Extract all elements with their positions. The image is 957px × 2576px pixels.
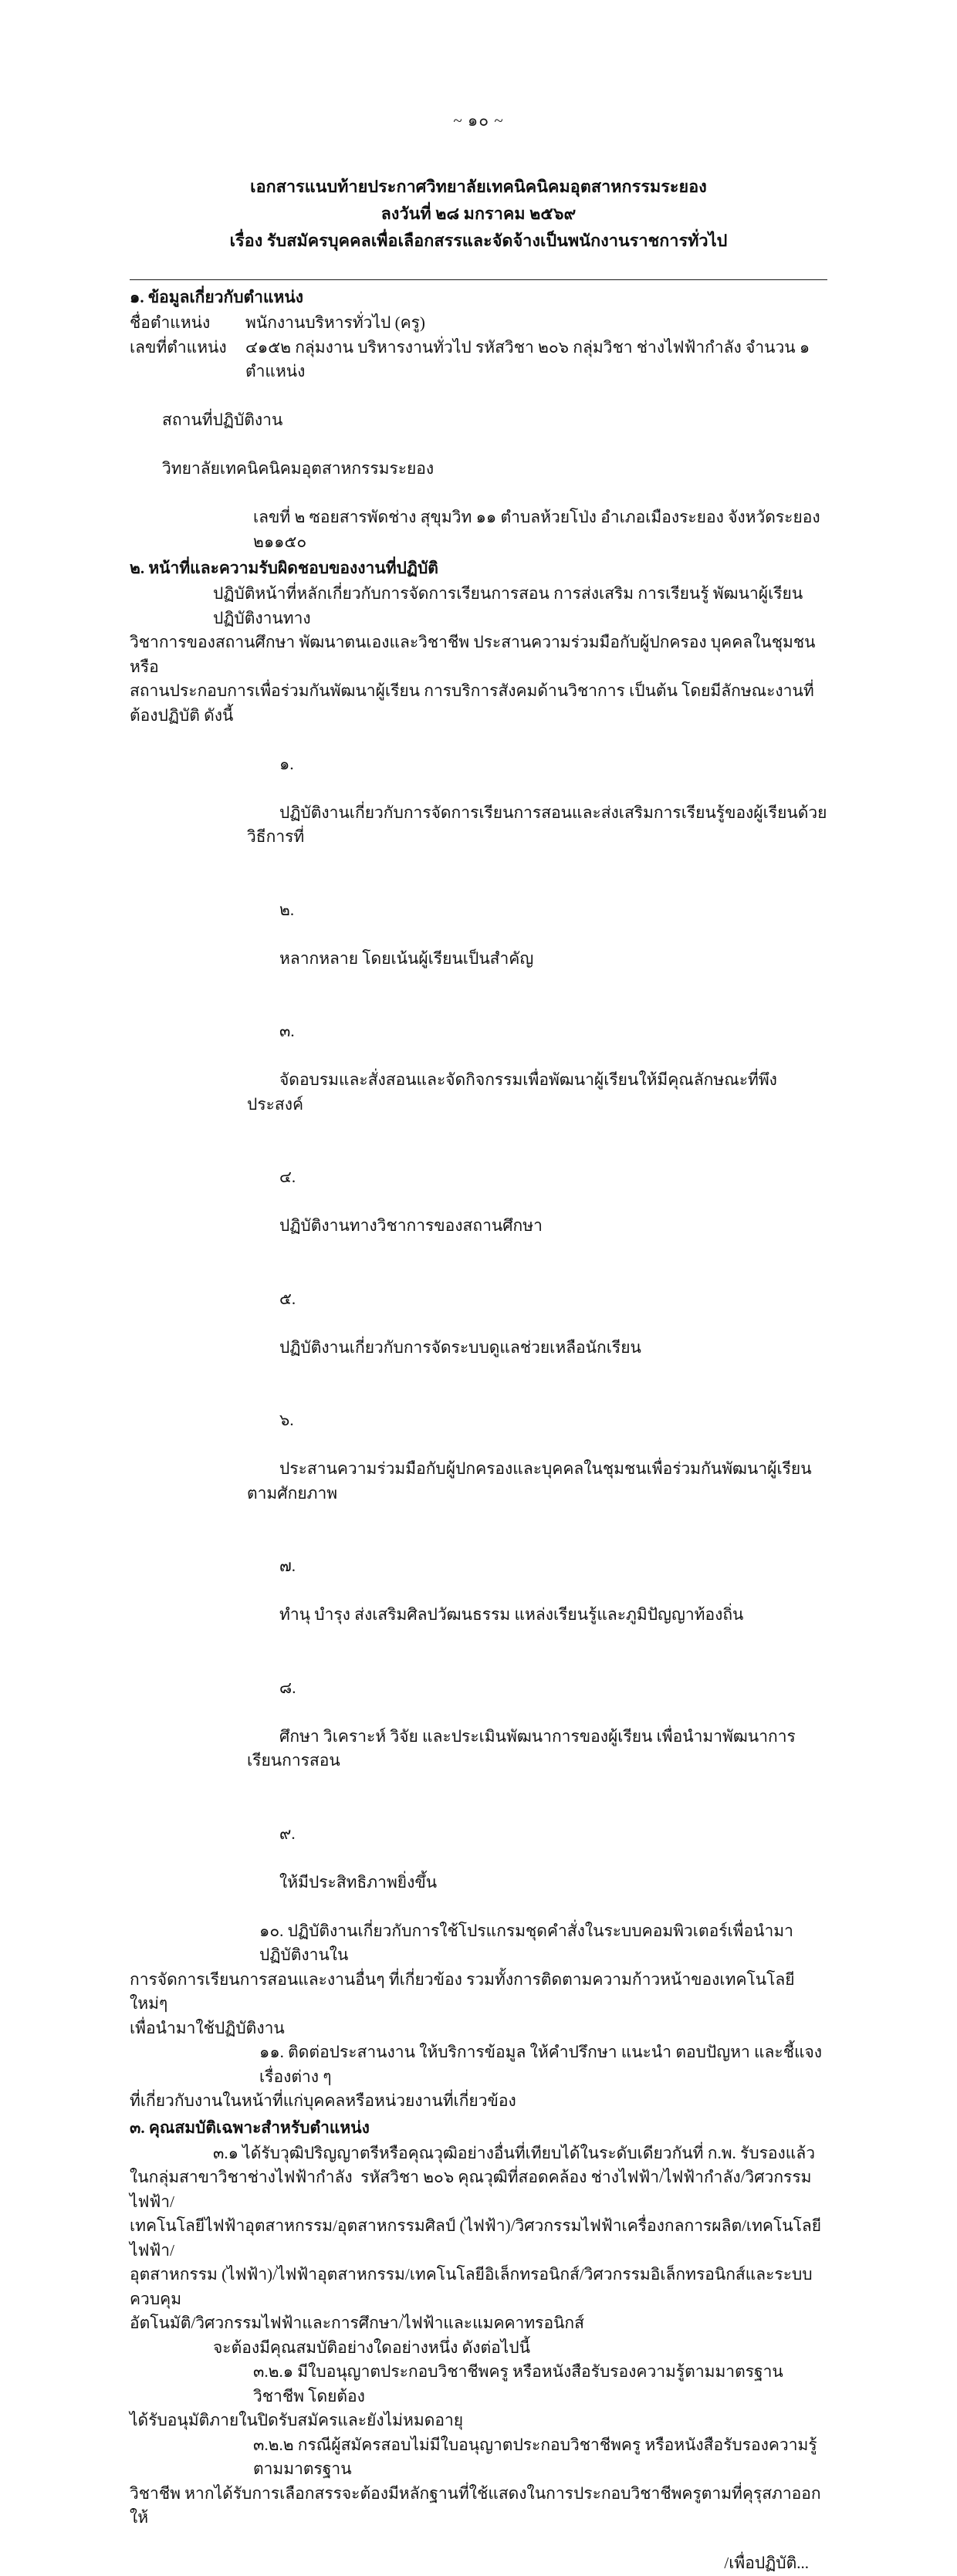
duty-item-number: ๑. [279, 754, 294, 773]
duty-item-text: ประสานความร่วมมือกับผู้ปกครองและบุคคลในชุมชนเพื่อร่วมกันพัฒนาผู้เรียนตามศักยภาพ [247, 1459, 812, 1503]
duty-item [130, 1530, 827, 1652]
position-number-row [130, 336, 827, 384]
section-duties [130, 556, 827, 2113]
page-content [130, 0, 827, 2576]
header-line-subject: เรื่อง รับสมัครบุคคลเพื่อเลือกสรรและจัดจ้างเป็นพนักงานราชการทั่วไป [229, 231, 728, 250]
duties-intro-line-3: สถานประกอบการเพื่อร่วมกันพัฒนาผู้เรียน การบริการสังคมด้านวิชาการ เป็นต้น โดยมีลักษณะงานที่ต้องปฏิบัติ ดังนี้ [130, 681, 814, 725]
position-number-label: เลขที่ตำแหน่ง [130, 337, 227, 357]
header-divider [130, 279, 827, 280]
qualification-31-first-line: ๓.๑ ได้รับวุฒิปริญญาตรีหรือคุณวุฒิอย่างอื่นที่เทียบได้ในระดับเดียวกันที่ ก.พ. รับรองแล้ว [213, 2143, 815, 2162]
qualification-31-line-2: ในกลุ่มสาขาวิชาช่างไฟฟ้ากำลัง รหัสวิชา ๒๐๖ คุณวุฒิที่สอดคล้อง ช่างไฟฟ้า/ไฟฟ้ากำลัง/วิศวกรรมไฟฟ้า/ [130, 2168, 812, 2211]
duties-intro-line-1: ปฏิบัติหน้าที่หลักเกี่ยวกับการจัดการเรียนการสอน การส่งเสริม การเรียนรู้ พัฒนาผู้เรียน ปฏิบัติงานทาง [213, 584, 807, 627]
continuation-marker: /เพื่อปฏิบัติ... [724, 2553, 809, 2572]
duty-item-text: หลากหลาย โดยเน้นผู้เรียนเป็นสำคัญ [279, 948, 534, 968]
qualification-31-line-3: เทคโนโลยีไฟฟ้าอุตสาหกรรม/อุตสาหกรรมศิลป์ (ไฟฟ้า)/วิศวกรรมไฟฟ้าเครื่องกลการผลิต/เทคโนโลยีไฟฟ้า/ [130, 2216, 822, 2260]
duty-item-text: ให้มีประสิทธิภาพยิ่งขึ้น [279, 1872, 438, 1891]
section2-heading: ๒. หน้าที่และความรับผิดชอบของงานที่ปฏิบัติ [130, 559, 438, 578]
duty-item-10-first-line: ๑๐. ปฏิบัติงานเกี่ยวกับการใช้โปรแกรมชุดคำสั่งในระบบคอมพิวเตอร์เพื่อนำมาปฏิบัติงานใน [259, 1921, 793, 1965]
duty-item [130, 996, 827, 1141]
header-line-title: เอกสารแนบท้ายประกาศวิทยาลัยเทคนิคนิคมอุตสาหกรรมระยอง [250, 177, 707, 196]
header-line-date: ลงวันที่ ๒๘ มกราคม ๒๕๖๙ [380, 204, 577, 223]
duty-item-number: ๗. [279, 1557, 296, 1576]
qualification-321-line-2: ได้รับอนุมัติภายในปิดรับสมัครและยังไม่หมดอายุ [130, 2411, 464, 2430]
duty-item-text: ปฏิบัติงานเกี่ยวกับการจัดระบบดูแลช่วยเหลือนักเรียน [279, 1337, 641, 1357]
section1-heading: ๑. ข้อมูลเกี่ยวกับตำแหน่ง [130, 288, 303, 307]
duty-item [130, 1384, 827, 1530]
duty-item-text: ศึกษา วิเคราะห์ วิจัย และประเมินพัฒนาการของผู้เรียน เพื่อนำมาพัฒนาการเรียนการสอน [247, 1726, 796, 1770]
duty-item-10-line-3: เพื่อนำมาใช้ปฏิบัติงาน [130, 2018, 285, 2037]
qualification-322-line-2: วิชาชีพ หากได้รับการเลือกสรรจะต้องมีหลักฐานที่ใช้แสดงในการประกอบวิชาชีพครูตามที่คุรุสภาออกให้ [130, 2483, 821, 2527]
qualification-31-line-4: อุตสาหกรรม (ไฟฟ้า)/ไฟฟ้าอุตสาหกรรม/เทคโนโลยีอิเล็กทรอนิกส์/วิศวกรรมอิเล็กทรอนิกส์และระบบควบคุม [130, 2265, 813, 2308]
duty-item-11-first-line: ๑๑. ติดต่อประสานงาน ให้บริการข้อมูล ให้คำปรึกษา แนะนำ ตอบปัญหา และชี้แจงเรื่องต่าง ๆ [259, 2043, 823, 2086]
qualification-note: จะต้องมีคุณสมบัติอย่างใดอย่างหนึ่ง ดังต่อไปนี้ [213, 2338, 530, 2357]
duties-intro-line-2: วิชาการของสถานศึกษา พัฒนาตนเองและวิชาชีพ ประสานความร่วมมือกับผู้ปกครอง บุคคลในชุมชนหรือ [130, 633, 816, 676]
duty-item-number: ๒. [279, 900, 295, 919]
duty-item [130, 1797, 827, 1919]
position-name-label: ชื่อตำแหน่ง [130, 313, 211, 333]
section-qualifications [130, 2116, 827, 2530]
workplace-value: วิทยาลัยเทคนิคนิคมอุตสาหกรรมระยอง [162, 459, 435, 478]
duty-item [130, 1263, 827, 1384]
duty-item-number: ๔. [279, 1168, 296, 1187]
duty-item-number: ๖. [279, 1411, 294, 1430]
duty-item-number: ๕. [279, 1289, 296, 1308]
duty-item-text: ทำนุ บำรุง ส่งเสริมศิลปวัฒนธรรม แหล่งเรียนรู้และภูมิปัญญาท้องถิ่น [279, 1605, 744, 1624]
duty-item-text: จัดอบรมและสั่งสอนและจัดกิจกรรมเพื่อพัฒนาผู้เรียนให้มีคุณลักษณะที่พึงประสงค์ [247, 1070, 777, 1114]
page-number-marker: ~ ๑๐ ~ [453, 111, 504, 130]
duty-item-number: ๙. [279, 1824, 296, 1843]
duty-item [130, 874, 827, 996]
document-header [130, 174, 827, 254]
workplace-address: เลขที่ ๒ ซอยสารพัดช่าง สุขุมวิท ๑๑ ตำบลห้วยโป่ง อำเภอเมืองระยอง จังหวัดระยอง ๒๑๑๕๐ [253, 508, 824, 551]
duty-item-text: ปฏิบัติงานเกี่ยวกับการจัดการเรียนการสอนและส่งเสริมการเรียนรู้ของผู้เรียนด้วยวิธีการที่ [247, 803, 827, 847]
workplace-label: สถานที่ปฏิบัติงาน [162, 411, 283, 430]
duty-item-10-line-2: การจัดการเรียนการสอนและงานอื่นๆ ที่เกี่ยวข้อง รวมทั้งการติดตามความก้าวหน้าของเทคโนโลยีใหม่ๆ [130, 1969, 795, 2013]
duty-item [130, 1651, 827, 1797]
duty-item-text: ปฏิบัติงานทางวิชาการของสถานศึกษา [279, 1216, 543, 1236]
qualification-31-line-5: อัตโนมัติ/วิศวกรรมไฟฟ้าและการศึกษา/ไฟฟ้าและแมคคาทรอนิกส์ [130, 2314, 584, 2333]
qualification-321-first-line: ๓.๒.๑ มีใบอนุญาตประกอบวิชาชีพครู หรือหนังสือรับรองความรู้ตามมาตรฐานวิชาชีพ โดยต้อง [253, 2362, 783, 2405]
duty-item-number: ๓. [279, 1022, 295, 1041]
qualification-322-first-line: ๓.๒.๒ กรณีผู้สมัครสอบไม่มีใบอนุญาตประกอบวิชาชีพครู หรือหนังสือรับรองความรู้ตามมาตรฐาน [253, 2435, 817, 2479]
duty-item-number: ๘. [279, 1678, 296, 1697]
duty-item-11-line-2: ที่เกี่ยวกับงานในหน้าที่แก่บุคคลหรือหน่วยงานที่เกี่ยวข้อง [130, 2091, 516, 2111]
duty-item [130, 728, 827, 874]
workplace-row [130, 384, 827, 506]
position-name-row [130, 311, 827, 336]
section3-heading: ๓. คุณสมบัติเฉพาะสำหรับตำแหน่ง [130, 2118, 370, 2137]
duty-item [130, 1141, 827, 1263]
position-name-value: พนักงานบริหารทั่วไป (ครู) [245, 313, 425, 333]
section-position-info [130, 286, 827, 554]
position-number-value: ๔๑๕๒ กลุ่มงาน บริหารงานทั่วไป รหัสวิชา ๒๐๖ กลุ่มวิชา ช่างไฟฟ้ากำลัง จำนวน ๑ ตำแหน่ง [245, 337, 810, 381]
